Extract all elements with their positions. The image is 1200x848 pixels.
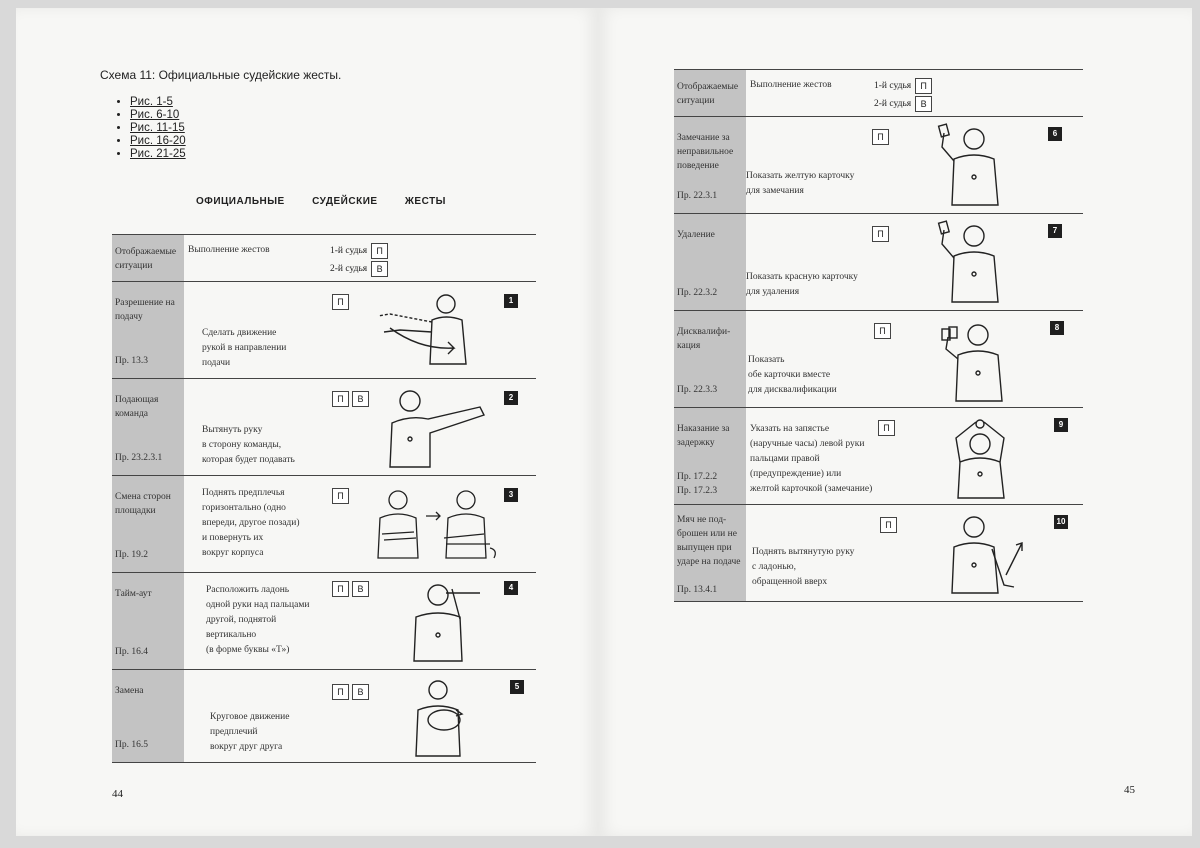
ref-box: П <box>872 226 889 242</box>
gesture-number: 4 <box>504 581 518 595</box>
gesture-number: 2 <box>504 391 518 405</box>
referee-figure-icon <box>942 511 1032 597</box>
rule-ref: Пр. 17.2.2 Пр. 17.2.3 <box>677 472 718 496</box>
header-execution: Выполнение жестов <box>750 80 832 90</box>
table-row <box>112 476 536 573</box>
situation-label: Тайм-аут <box>115 589 152 599</box>
situation-cell <box>674 408 746 504</box>
referee-boxes <box>872 129 889 145</box>
table-header-row <box>674 70 1083 117</box>
gesture-number: 3 <box>504 488 518 502</box>
gesture-number: 10 <box>1054 515 1068 529</box>
situation-cell <box>674 505 746 601</box>
referee-figure-icon <box>930 123 1010 207</box>
situation-cell <box>112 573 184 669</box>
referee-figure-icon <box>408 676 488 760</box>
ref-box: П <box>332 391 349 407</box>
ref-box: П <box>872 129 889 145</box>
gesture-description: Поднять предплечья горизонтально (одно впереди, другое позади) и повернуть их вокруг корпуса <box>202 488 300 558</box>
heading-word: ОФИЦИАЛЬНЫЕ <box>196 196 285 207</box>
situation-label: Разрешение на подачу <box>115 298 175 322</box>
situation-cell <box>112 235 184 281</box>
referee-boxes <box>332 488 349 504</box>
referee1-legend <box>330 243 388 259</box>
situation-cell <box>112 379 184 475</box>
referee-figure-icon <box>374 488 504 568</box>
heading-word: СУДЕЙСКИЕ <box>312 196 378 207</box>
situation-label: Удаление <box>677 230 715 240</box>
figure-links <box>108 96 186 161</box>
gesture-number: 9 <box>1054 418 1068 432</box>
ref-box: В <box>371 261 388 277</box>
situation-cell <box>674 214 746 310</box>
referee2-legend <box>874 96 932 112</box>
referee1-label: 1-й судья <box>330 246 368 256</box>
gesture-description: Указать на запястье (наручные часы) левой руки пальцами правой (предупреждение) или желтой карточкой (замечание) <box>750 424 873 494</box>
header-execution: Выполнение жестов <box>188 245 270 255</box>
referee-figure-icon <box>940 414 1020 500</box>
gesture-number: 8 <box>1050 321 1064 335</box>
rule-ref: Пр. 22.3.1 <box>677 191 718 201</box>
referee-figure-icon <box>936 319 1016 403</box>
situation-cell <box>112 282 184 378</box>
table-row <box>674 311 1083 408</box>
gesture-number: 5 <box>510 680 524 694</box>
situation-label: Замена <box>115 686 144 696</box>
referee-boxes <box>872 226 889 242</box>
table-row <box>112 379 536 476</box>
ref-box: В <box>915 96 932 112</box>
referee-boxes <box>332 391 369 407</box>
situation-label: Подающая команда <box>115 395 159 419</box>
rule-ref: Пр. 22.3.2 <box>677 288 718 298</box>
figure-link[interactable]: • Рис. 21-25 <box>130 148 186 161</box>
gesture-number: 6 <box>1048 127 1062 141</box>
referee2-label: 2-й судья <box>874 99 912 109</box>
ref-box: П <box>332 294 349 310</box>
gesture-description: Расположить ладонь одной руки над пальцами другой, поднятой вертикально (в форме буквы «Т») <box>206 585 310 655</box>
referee2-legend <box>330 261 388 277</box>
referee-boxes <box>874 323 891 339</box>
table-header-row <box>112 235 536 282</box>
referee-boxes <box>878 420 895 436</box>
left-page <box>16 8 598 836</box>
situation-cell <box>674 117 746 213</box>
referee-boxes <box>332 294 349 310</box>
rule-ref: Пр. 16.5 <box>115 740 148 750</box>
gesture-description: Вытянуть руку в сторону команды, которая будет подавать <box>202 425 295 465</box>
table-row <box>674 214 1083 311</box>
referee-boxes <box>880 517 897 533</box>
ref-box: П <box>371 243 388 259</box>
gesture-description: Показать желтую карточку для замечания <box>746 171 855 196</box>
ref-box: П <box>874 323 891 339</box>
ref-box: В <box>352 581 369 597</box>
page-number: 44 <box>112 788 123 800</box>
referee-figure-icon <box>370 292 480 372</box>
situation-label: Мяч не под-брошен или не выпущен при ударе на подаче <box>677 515 741 567</box>
table-row <box>112 670 536 763</box>
gestures-table-left <box>112 234 536 763</box>
gestures-table-right <box>674 69 1083 602</box>
figure-link[interactable]: • Рис. 6-10 <box>130 109 186 122</box>
ref-box: П <box>332 488 349 504</box>
figure-link[interactable]: • Рис. 1-5 <box>130 96 186 109</box>
table-row <box>674 505 1083 602</box>
table-row <box>112 573 536 670</box>
page-number: 45 <box>1124 784 1135 796</box>
gesture-number: 1 <box>504 294 518 308</box>
referee-figure-icon <box>370 387 490 471</box>
right-page <box>598 8 1192 836</box>
table-row <box>674 408 1083 505</box>
rule-ref: Пр. 16.4 <box>115 647 148 657</box>
situation-cell <box>112 670 184 762</box>
gesture-description: Сделать движение рукой в направлении подачи <box>202 328 287 368</box>
ref-box: П <box>915 78 932 94</box>
situation-label: Наказание за задержку <box>677 424 730 448</box>
scheme-title: Схема 11: Официальные судейские жесты. <box>100 68 342 82</box>
referee2-label: 2-й судья <box>330 264 368 274</box>
situation-cell <box>112 476 184 572</box>
situation-label: Смена сторон площадки <box>115 492 171 516</box>
ref-box: В <box>352 391 369 407</box>
gesture-number: 7 <box>1048 224 1062 238</box>
referee-boxes <box>332 581 369 597</box>
referee1-legend <box>874 78 932 94</box>
gesture-description: Показать обе карточки вместе для дисквалификации <box>748 355 837 395</box>
situation-cell <box>674 311 746 407</box>
table-row <box>674 117 1083 214</box>
header-situation: Отображаемые ситуации <box>115 247 177 271</box>
rule-ref: Пр. 13.3 <box>115 356 148 366</box>
gesture-description: Показать красную карточку для удаления <box>746 272 858 297</box>
section-heading <box>196 196 446 207</box>
gesture-description: Круговое движение предплечий вокруг друг друга <box>210 712 290 752</box>
figure-link[interactable]: • Рис. 11-15 <box>130 122 186 135</box>
gesture-description: Поднять вытянутую руку с ладонью, обращенной вверх <box>752 547 855 587</box>
table-row <box>112 282 536 379</box>
ref-box: П <box>878 420 895 436</box>
heading-word: ЖЕСТЫ <box>404 196 446 207</box>
ref-box: П <box>332 684 349 700</box>
rule-ref: Пр. 22.3.3 <box>677 385 718 395</box>
header-situation: Отображаемые ситуации <box>677 82 739 106</box>
situation-label: Замечание за неправильное поведение <box>677 133 734 171</box>
ref-box: П <box>332 581 349 597</box>
situation-label: Дисквалифи-кация <box>677 327 731 351</box>
rule-ref: Пр. 19.2 <box>115 550 148 560</box>
rule-ref: Пр. 13.4.1 <box>677 585 718 595</box>
ref-box: В <box>352 684 369 700</box>
ref-box: П <box>880 517 897 533</box>
situation-cell <box>674 70 746 116</box>
referee-figure-icon <box>930 220 1010 304</box>
rule-ref: Пр. 23.2.3.1 <box>115 453 163 463</box>
figure-link[interactable]: • Рис. 16-20 <box>130 135 186 148</box>
referee-figure-icon <box>402 579 492 665</box>
referee-boxes <box>332 684 369 700</box>
referee1-label: 1-й судья <box>874 81 912 91</box>
